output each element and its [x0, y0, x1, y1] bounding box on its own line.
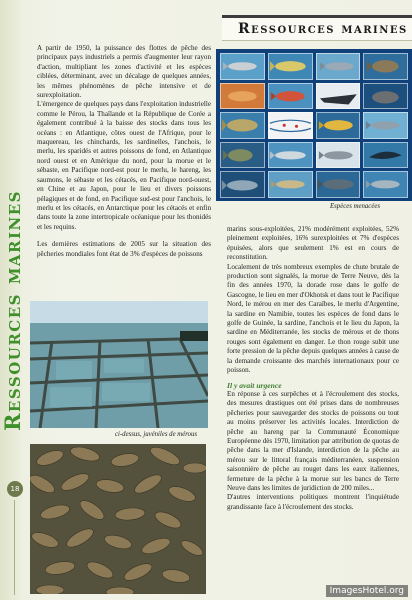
species-photo — [316, 171, 361, 198]
species-photo — [363, 53, 408, 80]
fish-farm-photo — [30, 301, 208, 428]
species-photo — [268, 142, 313, 169]
paragraph: marins sous-exploitées, 21% modérément exploitées, 52% pleinement exploitées, 16% surexploitées et 7% d'espèces épuisées, alors que seulement 1% est en cours de reconstitution. — [227, 225, 399, 262]
species-photo — [363, 171, 408, 198]
section-header — [222, 15, 412, 41]
species-photo — [316, 112, 361, 139]
paragraph: En réponse à ces surpêches et à l'écroulement des stocks, des mesures drastiques ont été prises dans de nombreuses pêcheries pour sauvegarder des stocks de poissons ou tout au moins préserver les activités locales. Interdiction de pêche au hareng par la Communauté Économique Européenne dès 1970, limitation par attribution de quotas de pêche dans la mer d'Islande, interdiction de la pêche au mérou sur le littoral français méditerranéen, suspension saisonnière de pêche au rouget dans les eaux italiennes, fermeture de la pêche à la morue sur les bancs de Terre Neuve dans les limites de juridiction de 200 miles... — [227, 389, 399, 492]
species-photo — [220, 142, 265, 169]
juvenile-grouper-photo — [30, 444, 206, 594]
species-photo — [220, 53, 265, 80]
section-subheading: Il y avait urgence — [227, 380, 282, 390]
paragraph: A partir de 1950, la puissance des flottes de pêche des principaux pays industriels a permis d'augmenter leur rayon d'action, multipliant les zones d'activité et les espèces ciblées, déterminant, avec un décalage de quelques années, les mêmes phénomènes de pêche intensive et de surexploitation. — [37, 44, 211, 100]
species-photo — [220, 171, 265, 198]
species-photo — [220, 112, 265, 139]
species-photo — [316, 83, 361, 110]
species-caption: Espèces menacées — [330, 203, 381, 210]
left-text-column — [37, 44, 211, 259]
section-title: Ressources marines — [238, 21, 408, 37]
right-text-column — [227, 225, 399, 512]
paragraph: Les dernières estimations de 2005 sur la situation des pêcheries mondiales font état de 3% d'espèces de poissons — [37, 240, 211, 258]
side-title-text: Ressources marines — [0, 189, 26, 431]
folio-divider — [14, 500, 15, 595]
species-photo — [268, 171, 313, 198]
species-photo — [316, 53, 361, 80]
species-photo — [363, 142, 408, 169]
species-photo — [363, 83, 408, 110]
merou-caption: ci-dessus, juvéniles de mérous — [115, 431, 198, 438]
page-number: 18 — [7, 481, 23, 497]
paragraph: D'autres interventions politiques montrent l'inquiétude grandissante face à l'écroulement des stocks. — [227, 493, 399, 511]
paragraph: Localement de très nombreux exemples de chute brutale de production sont signalés, la morue de Terre Neuve, dès la fin des années 1970, la dorade rose dans le golfe de Gascogne, le lieu en mer d'Okhotsk et dans tout le Pacifique Nord, le mérou en mer des Caraïbes, le merlu d'Argentine, la sardine en Namibie, toutes les espèces de fond dans le golfe de Guinée, la sardine, l'anchois et le lieu du Japon, la sardine en Méditerranée, les stocks de mérous et de thons rouges sont également en danger. Le thon rouge subit une forte pression de la pêche depuis quelques années à cause de la demande croissante des marchés internationaux pour ce poisson. — [227, 262, 399, 375]
side-title — [2, 165, 24, 455]
species-photo — [316, 142, 361, 169]
species-photo — [220, 83, 265, 110]
species-photo — [268, 112, 313, 139]
species-photo — [363, 112, 408, 139]
species-photo — [268, 53, 313, 80]
species-photo-grid — [216, 49, 412, 201]
watermark: ImagesHotel.org — [326, 585, 408, 597]
species-photo — [268, 83, 313, 110]
paragraph: L'émergence de quelques pays dans l'exploitation industrielle comme le Pérou, la Thaïlande et la République de Corée a également contribué à la baisse des stocks dans tous les océans : en Atlantique, côtes ouest de l'Afrique, pour le maquereau, les chinchards, les sardinelles, l'anchois, le merlu, les sparidés et autres poissons de fond, en Atlantique nord ouest et en Amérique du nord, pour la morue et le sébaste, en Pacifique nord-est pour le merlu, le hareng, les saumons, le sébaste et les cétacés, en Pacifique nord-ouest, en Chine et au Japon, pour le lieu et divers poissons pélagiques et de fond, en Pacifique sud-est pour l'anchois, le merlu et les cétacés, en Antarctique pour les cétacés et enfin dans toute la zone intertropicale océanique pour les thonidés et les requins. — [37, 100, 211, 231]
